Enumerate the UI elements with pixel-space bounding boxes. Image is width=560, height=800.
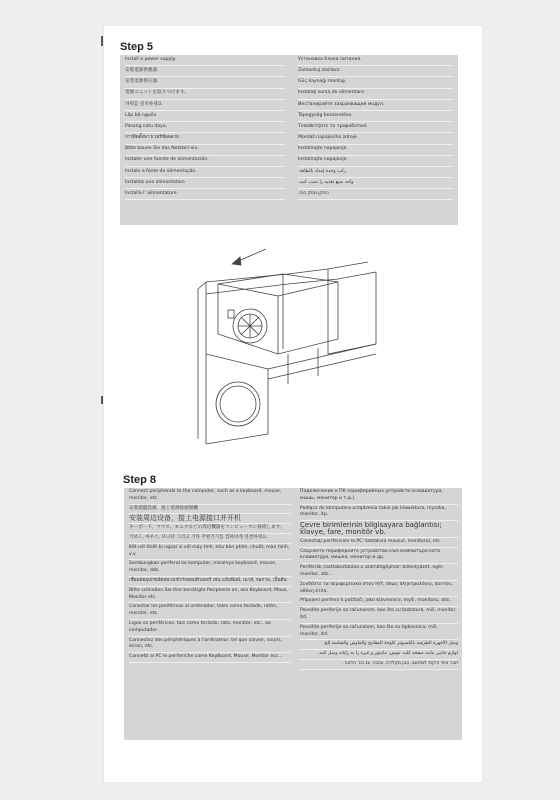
instruction-line: Çevre birimlerinin bilgisayara bağlantısı; klavye, fare, monitör vb. [300,521,458,538]
instruction-line: Povežite periferije sa računarom, kao što su tastatura, miš, monitor, itd. [300,607,458,624]
instruction-line: Lắp bộ nguồn [125,111,285,122]
step5-right-column [298,55,453,200]
instruction-line: התקן ספק כוח. [298,189,453,200]
instruction-line: Подключение к ПК периферийных устройств (клавиатура, мышь, монитор и т.д.). [300,488,458,505]
instruction-line: Perifériák csatlakoztatása a számítógéphez: billentyűzet, egér, monitor, stb... [300,564,458,581]
binding-mark [101,396,103,404]
instruction-line: Tápegység beszerelése. [298,111,453,122]
step8-left-column [129,488,291,663]
instruction-line: Instalirajte napajanje. [298,156,453,167]
instruction-line: Свържете периферните устройства към компютъра като клавиатура, мишка, монитор и др. [300,548,458,565]
step8-panel [124,488,462,740]
instruction-line: Συνδέστε τα περιφερειακά στον Η/Υ, όπως πληκτρολόγιο, ποντίκι, οθόνη κτλπ. [300,581,458,598]
instruction-line: Montáž napájecího zdroje. [298,133,453,144]
instruction-line: Install a power supply. [125,55,285,66]
instruction-line: キーボード、マウス、モニタなどの周辺機器をコンピュータに接続します。 [129,524,291,534]
instruction-line: Podłącz do komputera urządzenia takie jak klawiatura, myszka, monitor, itp. [300,505,458,522]
step5-left-column [125,55,285,200]
instruction-line: Bitte schließen Sie Ihre benötigte Peripherie an, wie Keyboard, Maus, Monitor etc. [129,587,291,604]
power-supply-installation-illustration [188,244,378,449]
instruction-line: 電源ユニットを取りつけます。 [125,89,285,100]
instruction-line: لوازم جانبی مانند صفحه كلید، موس، مانیتور و غیره را به رایانه وصل كنید. [300,650,458,660]
instruction-line: Bitte bauen Sie das Netzteil ein. [125,145,285,156]
instruction-line: وصل الأجهزة الطرفية بالكمبيوتر كلوحة المفاتيح والماوس والشاشة إلخ. [300,640,458,650]
instruction-line: 키보드, 마우스, 모니터 그리고 기타 주변기기를 컴퓨터에 연결하세요. [129,534,291,544]
instruction-line: Kết nối thiết bị ngoại vi với máy tính, như bàn phím, chuột, màn hình, v.v. [129,544,291,561]
binding-mark [101,36,103,46]
step5-title: Step 5 [120,41,154,53]
instruction-line: Installez une alimentation [125,178,285,189]
instruction-line: Instalirajte napajanje. [298,145,453,156]
instruction-line: Ligue os periféricos, tais como teclado, rato, monitor, etc., ao computador. [129,620,291,637]
instruction-line: เชื่อมต่ออุปกรณ์ต่อพ่วงเข้ากับคอมพิวเตอร์ เช่น แป้นพิมพ์, เมาส์, จอภาพ, เป็นต้น [129,577,291,587]
instruction-line: Connect peripherals to the computer, such as a keyboard, mouse, monitor, etc. [129,488,291,505]
instruction-line: Installa l' alimentatore [125,189,285,200]
instruction-line: Conectaţi perifericele la PC: tastatura mausul, monitorul, etc. [300,538,458,548]
instruction-line: واحد منبع تغذیه را نصب كنید. [298,178,453,189]
instruction-line: 安裝週邊設備，接上電源接頭開機 [129,505,291,515]
instruction-line: חבר ציוד היקפי למחשב, כגון מקלדת, עכבר, צג וכו' הלאה. [300,660,458,670]
step5-panel [120,55,458,225]
step8-right-column [300,488,458,670]
instruction-line: Güç kaynağı montajı. [298,77,453,88]
instruction-line: Povežite periferije sa računalom, kao što su tipkovnica, miš, monitor, itd. [300,624,458,641]
instruction-line: Установка блока питания. [298,55,453,66]
instruction-line: Sambungkan periferal ke komputer, misalnya keyboard, mouse, monitor, dsb. [129,560,291,577]
instruction-line: 安裝電源供應器 [125,66,285,77]
instruction-line: Instaler une fuente de alimentación. [125,156,285,167]
instruction-line: Connetti al PC le periferiche come KeyBoard, Mouse, Monitor ecc... [129,653,291,663]
instruction-line: Instale a fonte de alimentação. [125,167,285,178]
instruction-line: Τοποθετήστε το τροφοδοτικό [298,122,453,133]
instruction-line: 파워를 설치하세요 [125,100,285,111]
instruction-line: Instalaţi sursa de alimentare. [298,89,453,100]
instruction-line: 安装周边设备，接上电源接口并开机 [129,514,291,524]
instruction-line: Conectar los periféricos al ordenador, tales como teclado, ratón, monitor, etc. [129,603,291,620]
instruction-line: Připojení periferií k počítači, jako klávesnice, myši, monitoru, atd.. [300,597,458,607]
instruction-line: 安装电源供应器 [125,77,285,88]
instruction-line: Connectez des périphériques à l'ordinateur, tel que clavier, souris, écran, etc. [129,637,291,654]
instruction-line: Инсталирайте захранващия модул. [298,100,453,111]
insert-arrow-head [232,257,241,265]
instruction-line: Zamontuj zasilacz [298,66,453,77]
instruction-line: ركب وحدة إمداد بالطاقة. [298,167,453,178]
step8-title: Step 8 [123,474,157,486]
instruction-line: Pasang catu daya. [125,122,285,133]
instruction-line: การติดตั้งพาวเวอร์ซัพพลาย [125,133,285,144]
